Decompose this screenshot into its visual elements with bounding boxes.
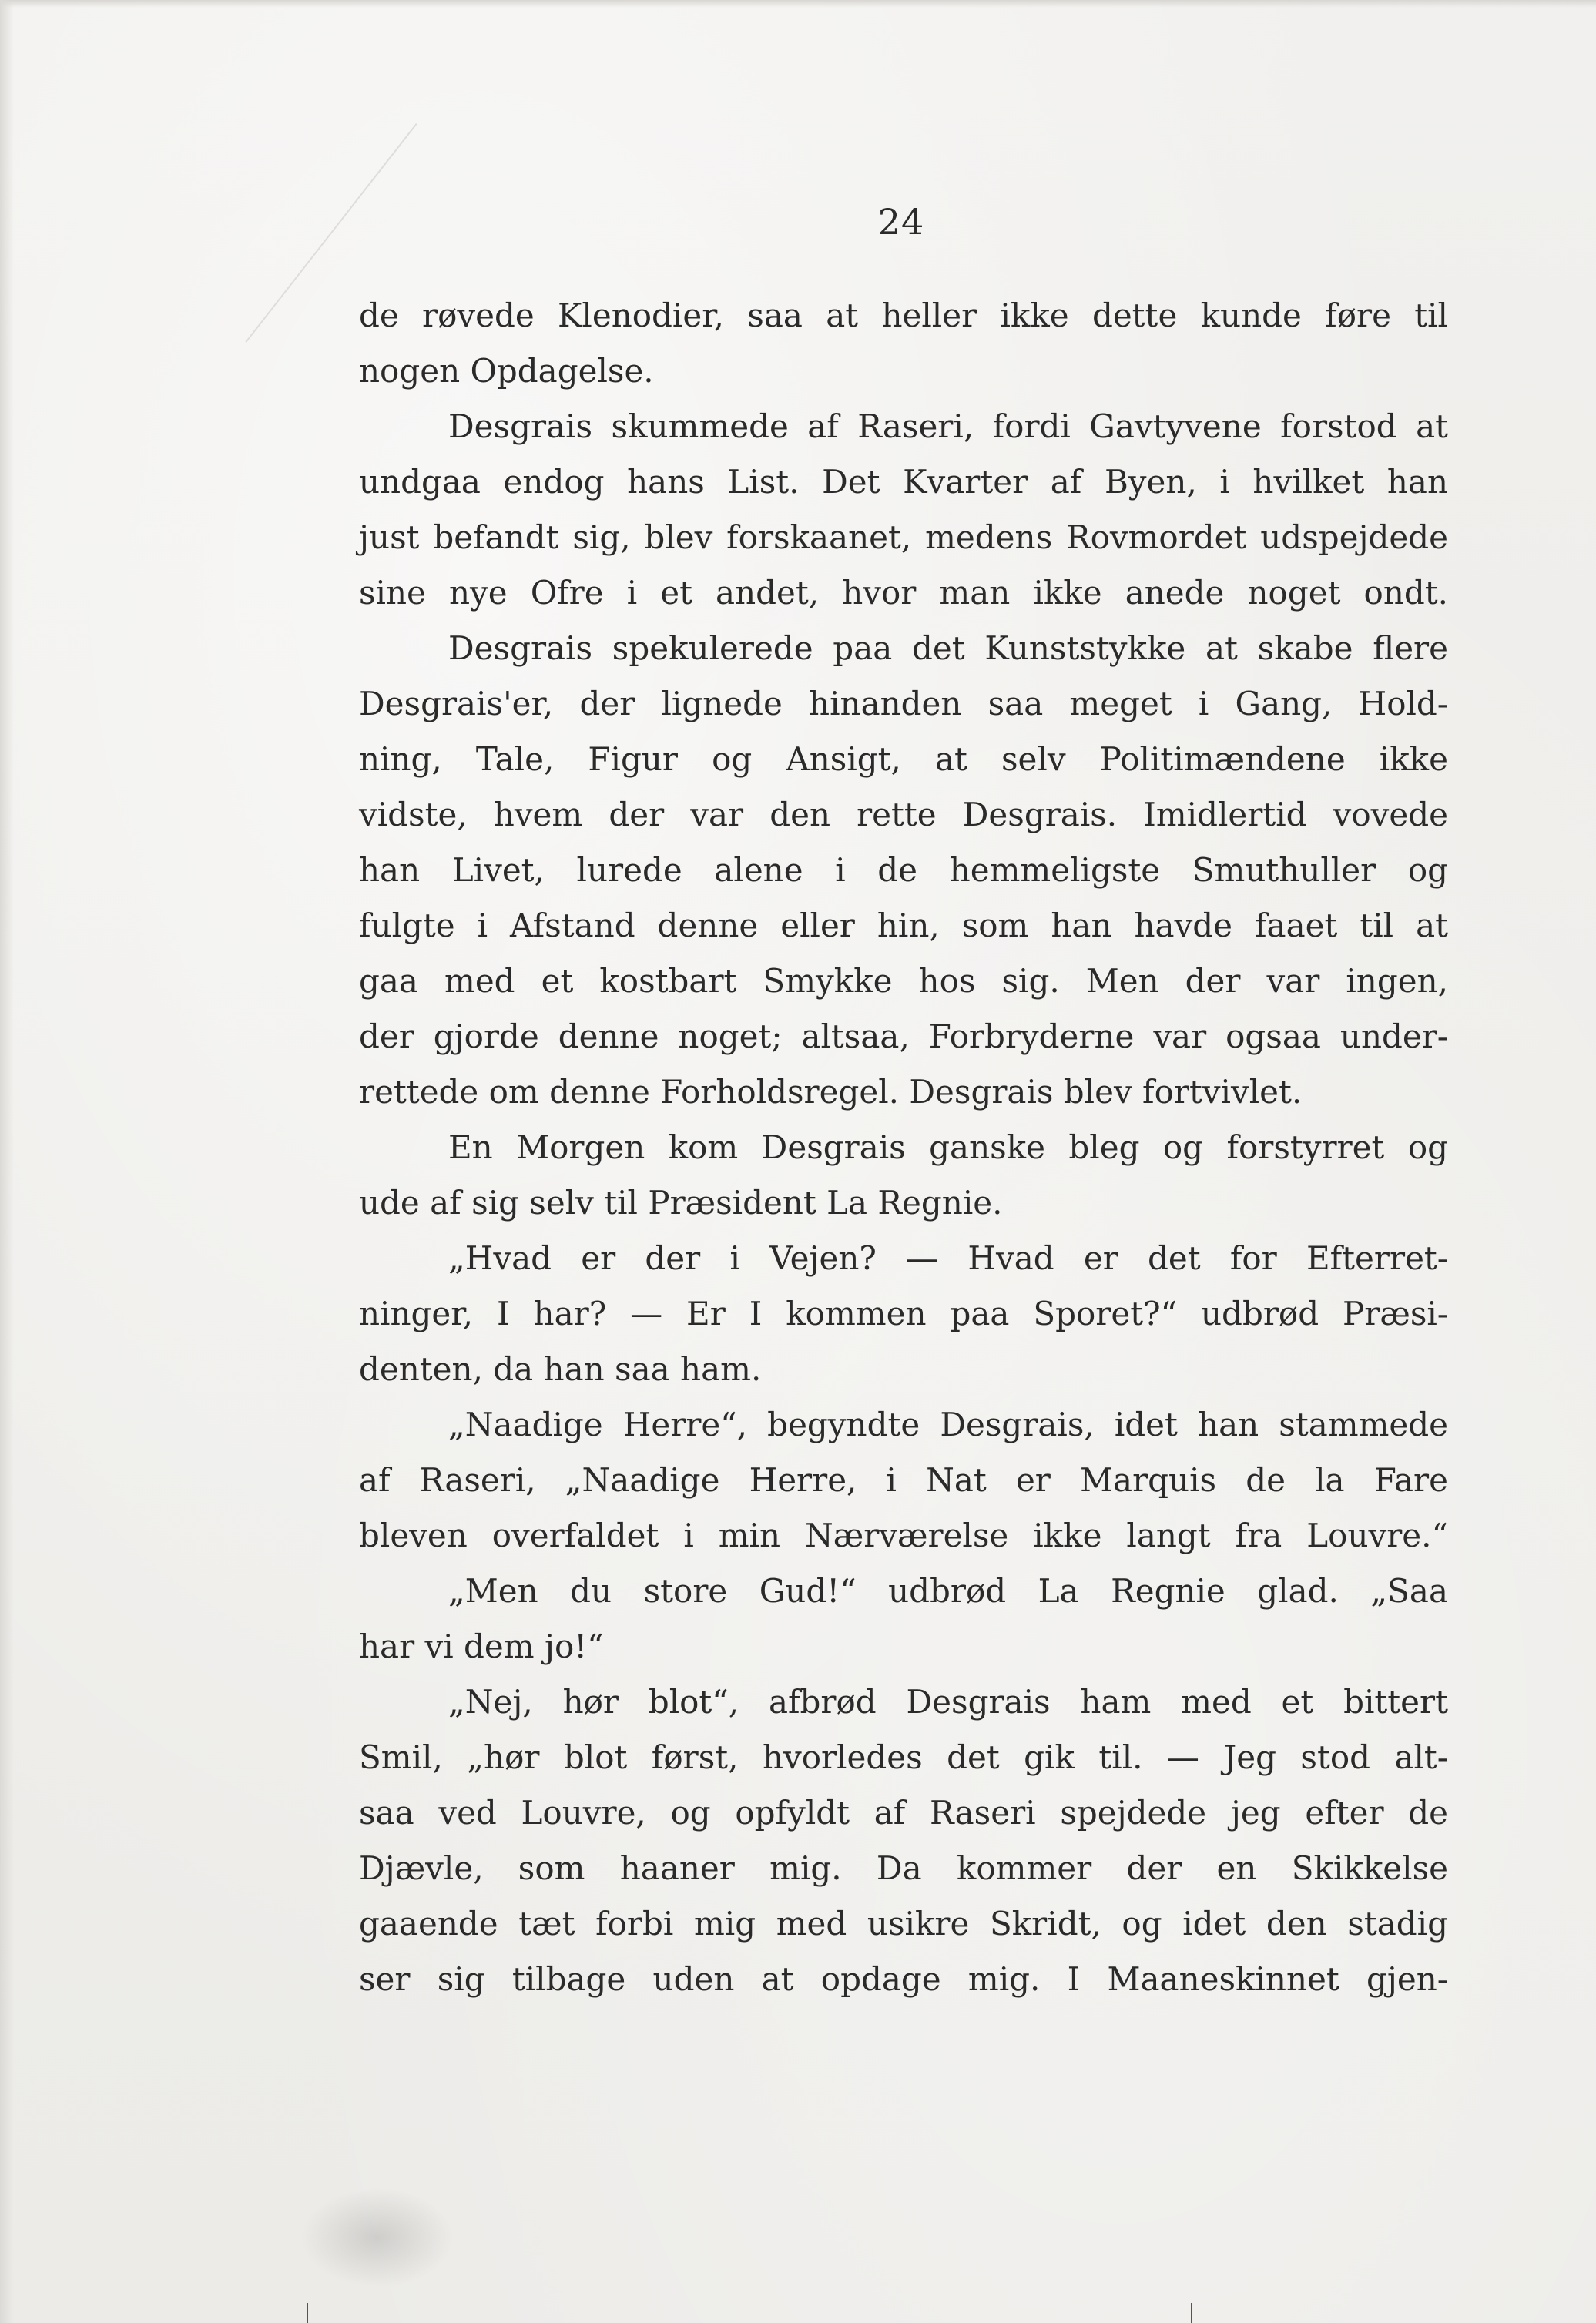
text-line: nogen Opdagelse. bbox=[359, 352, 654, 390]
text-line: rettede om denne Forholdsregel. Desgrais blev fortvivlet. bbox=[359, 1073, 1303, 1111]
page-number: 24 bbox=[877, 201, 925, 243]
text-line: ude af sig selv til Præsident La Regnie. bbox=[359, 1184, 1003, 1222]
text-line: Djævle, som haaner mig. Da kommer der en Skikkelse bbox=[359, 1849, 1448, 1887]
text-line: Desgrais'er, der lignede hinanden saa meget i Gang, Hold- bbox=[359, 685, 1448, 722]
text-line: „Men du store Gud!“ udbrød La Regnie glad. „Saa bbox=[448, 1572, 1448, 1610]
text-line: de røvede Klenodier, saa at heller ikke dette kunde føre til bbox=[359, 297, 1448, 334]
text-line: undgaa endog hans List. Det Kvarter af Byen, i hvilket han bbox=[359, 463, 1448, 501]
page-left-edge-shadow bbox=[0, 0, 14, 2323]
text-line: Smil, „hør blot først, hvorledes det gik til. — Jeg stod alt- bbox=[359, 1738, 1448, 1776]
paper-smudge bbox=[300, 2187, 454, 2288]
binding-mark-right bbox=[1191, 2303, 1192, 2323]
text-line: af Raseri, „Naadige Herre, i Nat er Marquis de la Fare bbox=[359, 1461, 1448, 1499]
text-line: denten, da han saa ham. bbox=[359, 1350, 762, 1388]
text-line: fulgte i Afstand denne eller hin, som han havde faaet til at bbox=[359, 907, 1448, 944]
text-line: ninger, I har? — Er I kommen paa Sporet?“ udbrød Præsi- bbox=[359, 1295, 1448, 1332]
text-line: der gjorde denne noget; altsaa, Forbryderne var ogsaa under- bbox=[359, 1017, 1448, 1055]
binding-mark-left bbox=[307, 2303, 308, 2323]
text-line: „Hvad er der i Vejen? — Hvad er det for Efterret- bbox=[448, 1239, 1448, 1277]
text-line: saa ved Louvre, og opfyldt af Raseri spejdede jeg efter de bbox=[359, 1794, 1448, 1832]
text-line: ser sig tilbage uden at opdage mig. I Maaneskinnet gjen- bbox=[359, 1960, 1448, 1998]
text-line: En Morgen kom Desgrais ganske bleg og forstyrret og bbox=[448, 1128, 1448, 1166]
text-line: just befandt sig, blev forskaanet, medens Rovmordet udspejdede bbox=[359, 518, 1448, 556]
text-line: bleven overfaldet i min Nærværelse ikke langt fra Louvre.“ bbox=[359, 1517, 1448, 1554]
text-line: „Naadige Herre“, begyndte Desgrais, idet han stammede bbox=[448, 1406, 1448, 1443]
text-line: Desgrais skummede af Raseri, fordi Gavtyvene forstod at bbox=[448, 407, 1448, 445]
body-text bbox=[359, 288, 1448, 2007]
text-line: har vi dem jo!“ bbox=[359, 1627, 604, 1665]
page-top-edge-shadow bbox=[0, 0, 1596, 8]
text-line: Desgrais spekulerede paa det Kunststykke at skabe flere bbox=[448, 629, 1448, 667]
text-line: gaaende tæt forbi mig med usikre Skridt, og idet den stadig bbox=[359, 1905, 1448, 1943]
text-line: „Nej, hør blot“, afbrød Desgrais ham med et bittert bbox=[448, 1683, 1448, 1721]
text-line: han Livet, lurede alene i de hemmeligste Smuthuller og bbox=[359, 851, 1448, 889]
text-line: ning, Tale, Figur og Ansigt, at selv Politimændene ikke bbox=[359, 740, 1448, 778]
text-line: sine nye Ofre i et andet, hvor man ikke anede noget ondt. bbox=[359, 574, 1448, 612]
text-line: gaa med et kostbart Smykke hos sig. Men der var ingen, bbox=[359, 962, 1448, 1000]
text-line: vidste, hvem der var den rette Desgrais. Imidlertid vovede bbox=[359, 796, 1448, 833]
